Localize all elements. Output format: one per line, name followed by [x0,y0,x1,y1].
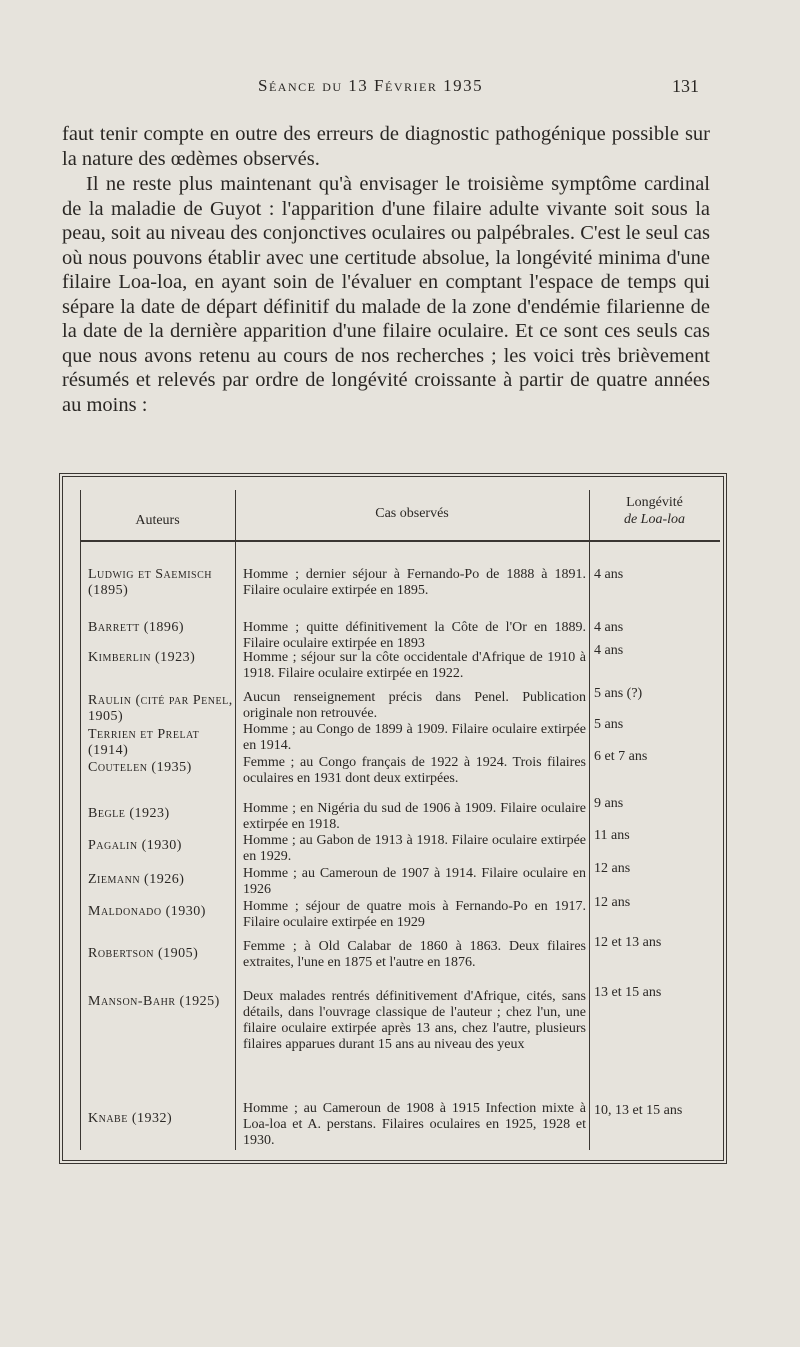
row-9-auteur: Ziemann (1926) [88,872,185,887]
row-4-longevite: 5 ans (?) [594,686,643,701]
paragraph-continuation: faut tenir compte en outre des erreurs de diagnostic pathogénique possible sur la nature des œdèmes observés. [62,123,710,170]
page-number: 131 [672,76,699,96]
row-11-cas: Femme ; à Old Calabar de 1860 à 1863. Deux filaires extraites, l'une en 1875 et l'autre en 1876. [243,939,586,970]
running-title: Séance du 13 Février 1935 [258,76,484,95]
row-5-longevite: 5 ans [594,717,624,732]
row-12-longevite: 13 et 15 ans [594,985,662,1000]
row-3-auteur: Kimberlin (1923) [88,650,196,665]
row-3-cas: Homme ; séjour sur la côte occidentale d'Afrique de 1910 à 1918. Filaire oculaire extirpée en 1922. [243,650,586,681]
row-3-longevite: 4 ans [594,643,624,658]
row-6-cas: Femme ; au Congo français de 1922 à 1924. Trois filaires oculaires en 1931 dont deux extirpées. [243,755,586,786]
row-7-auteur: Begle (1923) [88,806,170,821]
row-6-auteur: Coutelen (1935) [88,760,192,775]
row-11-auteur: Robertson (1905) [88,946,199,961]
row-8-auteur: Pagalin (1930) [88,838,182,853]
row-13-auteur: Knabe (1932) [88,1111,173,1126]
row-6-longevite: 6 et 7 ans [594,749,648,764]
row-2-auteur: Barrett (1896) [88,620,185,635]
row-10-auteur: Maldonado (1930) [88,904,206,919]
header-cas: Cas observés [375,506,449,521]
row-7-longevite: 9 ans [594,796,624,811]
row-1-cas: Homme ; dernier séjour à Fernando-Po de 1888 à 1891. Filaire oculaire extirpée en 1895. [243,567,586,598]
row-9-longevite: 12 ans [594,861,631,876]
row-4-cas: Aucun renseignement précis dans Penel. Publication originale non retrouvée. [243,690,586,721]
row-1-auteur: Ludwig et Saemisch (1895) [88,567,212,598]
column-divider [80,490,81,1150]
row-10-longevite: 12 ans [594,895,631,910]
paragraph-main: Il ne reste plus maintenant qu'à envisager le troisième symptôme cardinal de la maladie de Guyot : l'apparition d'une filaire adulte vivante soit sous la peau, soit au niveau des conjonctives oculaires ou palpébrales. C'est le seul cas où nous pouvons établir avec une certitude absolue, la longévité minima d'une filaire Loa-loa, en ayant soin de l'évaluer en comptant l'espace de temps qui sépare la date de départ définitif du malade de la zone d'endémie filarienne de la date de la dernière apparition d'une filaire oculaire. Et ce sont ces seuls cas que nous avons retenu au cours de nos recherches ; les voici très brièvement résumés et relevés par ordre de longévité croissante à partir de quatre années au moins : [62,173,710,416]
row-12-auteur: Manson-Bahr (1925) [88,994,220,1009]
header-longevite-1: Longévité [626,495,683,510]
row-8-cas: Homme ; au Gabon de 1913 à 1918. Filaire oculaire extirpée en 1929. [243,833,586,864]
row-5-auteur: Terrien et Prelat (1914) [88,727,200,758]
column-divider [589,490,590,1150]
row-9-cas: Homme ; au Cameroun de 1907 à 1914. Filaire oculaire en 1926 [243,866,586,897]
row-12-cas: Deux malades rentrés définitivement d'Afrique, cités, sans détails, dans l'ouvrage classique de l'auteur ; chez l'un, une filaire oculaire extirpée après 13 ans, chez l'autre, plusieurs filaires apparues durant 15 ans au niveau des yeux [243,989,586,1052]
row-13-cas: Homme ; au Cameroun de 1908 à 1915 Infection mixte à Loa-loa et A. perstans. Filaires oculaires en 1925, 1928 et 1930. [243,1101,586,1148]
row-13-longevite: 10, 13 et 15 ans [594,1103,683,1118]
row-8-longevite: 11 ans [594,828,630,843]
header-rule [80,540,720,542]
header-auteurs: Auteurs [135,513,180,528]
row-1-longevite: 4 ans [594,567,624,582]
row-2-longevite: 4 ans [594,620,624,635]
row-4-auteur: Raulin (cité par Penel, 1905) [88,693,233,724]
row-10-cas: Homme ; séjour de quatre mois à Fernando-Po en 1917. Filaire oculaire extirpée en 1929 [243,899,586,930]
row-5-cas: Homme ; au Congo de 1899 à 1909. Filaire oculaire extirpée en 1914. [243,722,586,753]
header-longevite-2: de Loa-loa [623,512,686,527]
row-2-cas: Homme ; quitte définitivement la Côte de l'Or en 1889. Filaire oculaire extirpée en 1893 [243,620,586,651]
row-11-longevite: 12 et 13 ans [594,935,662,950]
row-7-cas: Homme ; en Nigéria du sud de 1906 à 1909. Filaire oculaire extirpée en 1918. [243,801,586,832]
page-header [0,76,800,106]
